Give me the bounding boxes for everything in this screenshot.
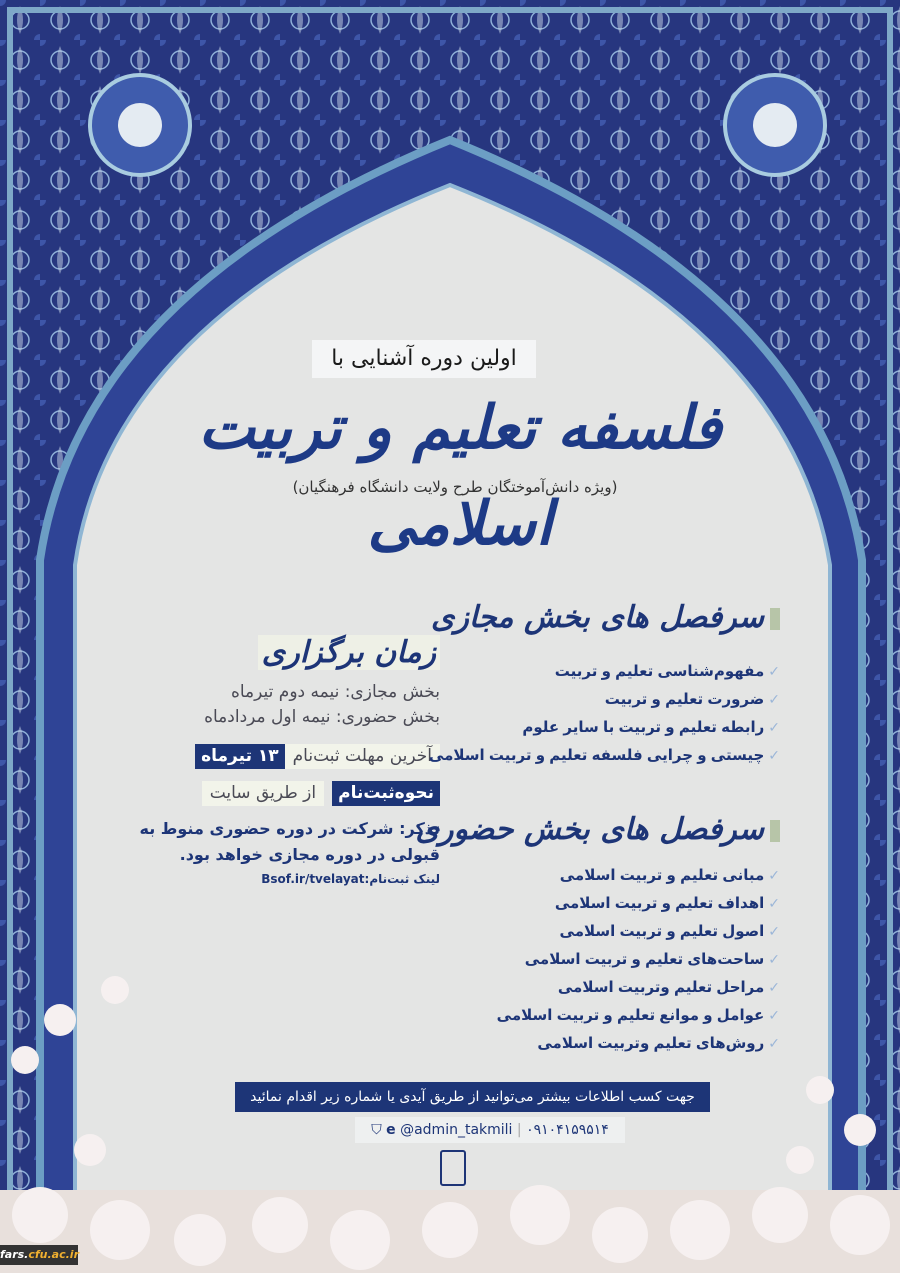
list-item: ✓مراحل تعلیم وتربیت اسلامی bbox=[557, 978, 780, 996]
list-item: ✓روش‌های تعلیم وتربیت اسلامی bbox=[537, 1034, 780, 1052]
intro-label: اولین دوره آشنایی با bbox=[312, 340, 536, 378]
inperson-schedule: بخش حضوری: نیمه اول مردادماه bbox=[204, 707, 440, 727]
schedule-section bbox=[140, 635, 441, 886]
schedule-heading: زمان برگزاری bbox=[258, 635, 440, 670]
contact-phone[interactable]: ۰۹۱۰۴۱۵۹۵۱۴ bbox=[526, 1122, 609, 1138]
logo bbox=[440, 1150, 466, 1186]
check-icon: ✓ bbox=[768, 1036, 780, 1052]
check-icon: ✓ bbox=[768, 748, 780, 764]
deadline: آخرین مهلت ثبت‌نام۱۳ تیرماه bbox=[140, 744, 441, 769]
contact-handle[interactable]: @admin_takmili bbox=[400, 1122, 513, 1138]
check-icon: ✓ bbox=[768, 924, 780, 940]
check-icon: ✓ bbox=[768, 896, 780, 912]
check-icon: ✓ bbox=[768, 664, 780, 680]
watermark: fars.cfu.ac.ir bbox=[0, 1245, 78, 1265]
check-icon: ✓ bbox=[768, 1008, 780, 1024]
list-item: ✓ضرورت تعلیم و تربیت bbox=[604, 690, 780, 708]
inperson-heading: سرفصل های بخش حضوری bbox=[415, 812, 780, 847]
contact-row: ⛉ e @admin_takmili | ۰۹۱۰۴۱۵۹۵۱۴ bbox=[355, 1117, 625, 1143]
page-title: فلسفه تعلیم و تربیت اسلامی bbox=[198, 393, 722, 559]
list-item: ✓اصول تعلیم و تربیت اسلامی bbox=[559, 922, 780, 940]
check-icon: ✓ bbox=[768, 952, 780, 968]
check-icon: ✓ bbox=[768, 720, 780, 736]
note-line-1: تذکر: شرکت در دوره حضوری منوط به bbox=[139, 819, 440, 838]
registration-link[interactable]: لینک ثبت‌نام:Bsof.ir/tvelayat bbox=[261, 872, 440, 886]
list-item: ✓رابطه تعلیم و تربیت با سایر علوم bbox=[522, 718, 780, 736]
inperson-section bbox=[415, 812, 780, 1057]
list-item: ✓مبانی تعلیم و تربیت اسلامی bbox=[559, 866, 780, 884]
check-icon: ✓ bbox=[768, 868, 780, 884]
subtitle: (ویژه دانش‌آموختگان طرح ولایت دانشگاه فرهنگیان) bbox=[292, 478, 618, 496]
list-item: ✓عوامل و موانع تعلیم و تربیت اسلامی bbox=[496, 1006, 780, 1024]
virtual-heading: سرفصل های بخش مجازی bbox=[429, 600, 780, 635]
check-icon: ✓ bbox=[768, 692, 780, 708]
verified-icon: ⛉ bbox=[371, 1122, 382, 1138]
list-item: ✓چیستی و چرایی فلسفه تعلیم و تربیت اسلامی bbox=[428, 746, 780, 764]
virtual-schedule: بخش مجازی: نیمه دوم تیرماه bbox=[230, 682, 440, 702]
list-item: ✓اهداف تعلیم و تربیت اسلامی bbox=[554, 894, 780, 912]
check-icon: ✓ bbox=[768, 980, 780, 996]
eitaa-icon: e bbox=[386, 1122, 396, 1138]
virtual-section bbox=[429, 600, 780, 769]
registration-method: نحوه‌ثبت‌ناماز طریق سایت bbox=[140, 781, 441, 806]
note-line-2: قبولی در دوره مجازی خواهد بود. bbox=[179, 845, 440, 864]
info-bar: جهت کسب اطلاعات بیشتر می‌توانید از طریق آیدی یا شماره زیر اقدام نمائید bbox=[235, 1082, 710, 1112]
list-item: ✓مفهوم‌شناسی تعلیم و تربیت bbox=[554, 662, 780, 680]
list-item: ✓ساحت‌های تعلیم و تربیت اسلامی bbox=[524, 950, 780, 968]
